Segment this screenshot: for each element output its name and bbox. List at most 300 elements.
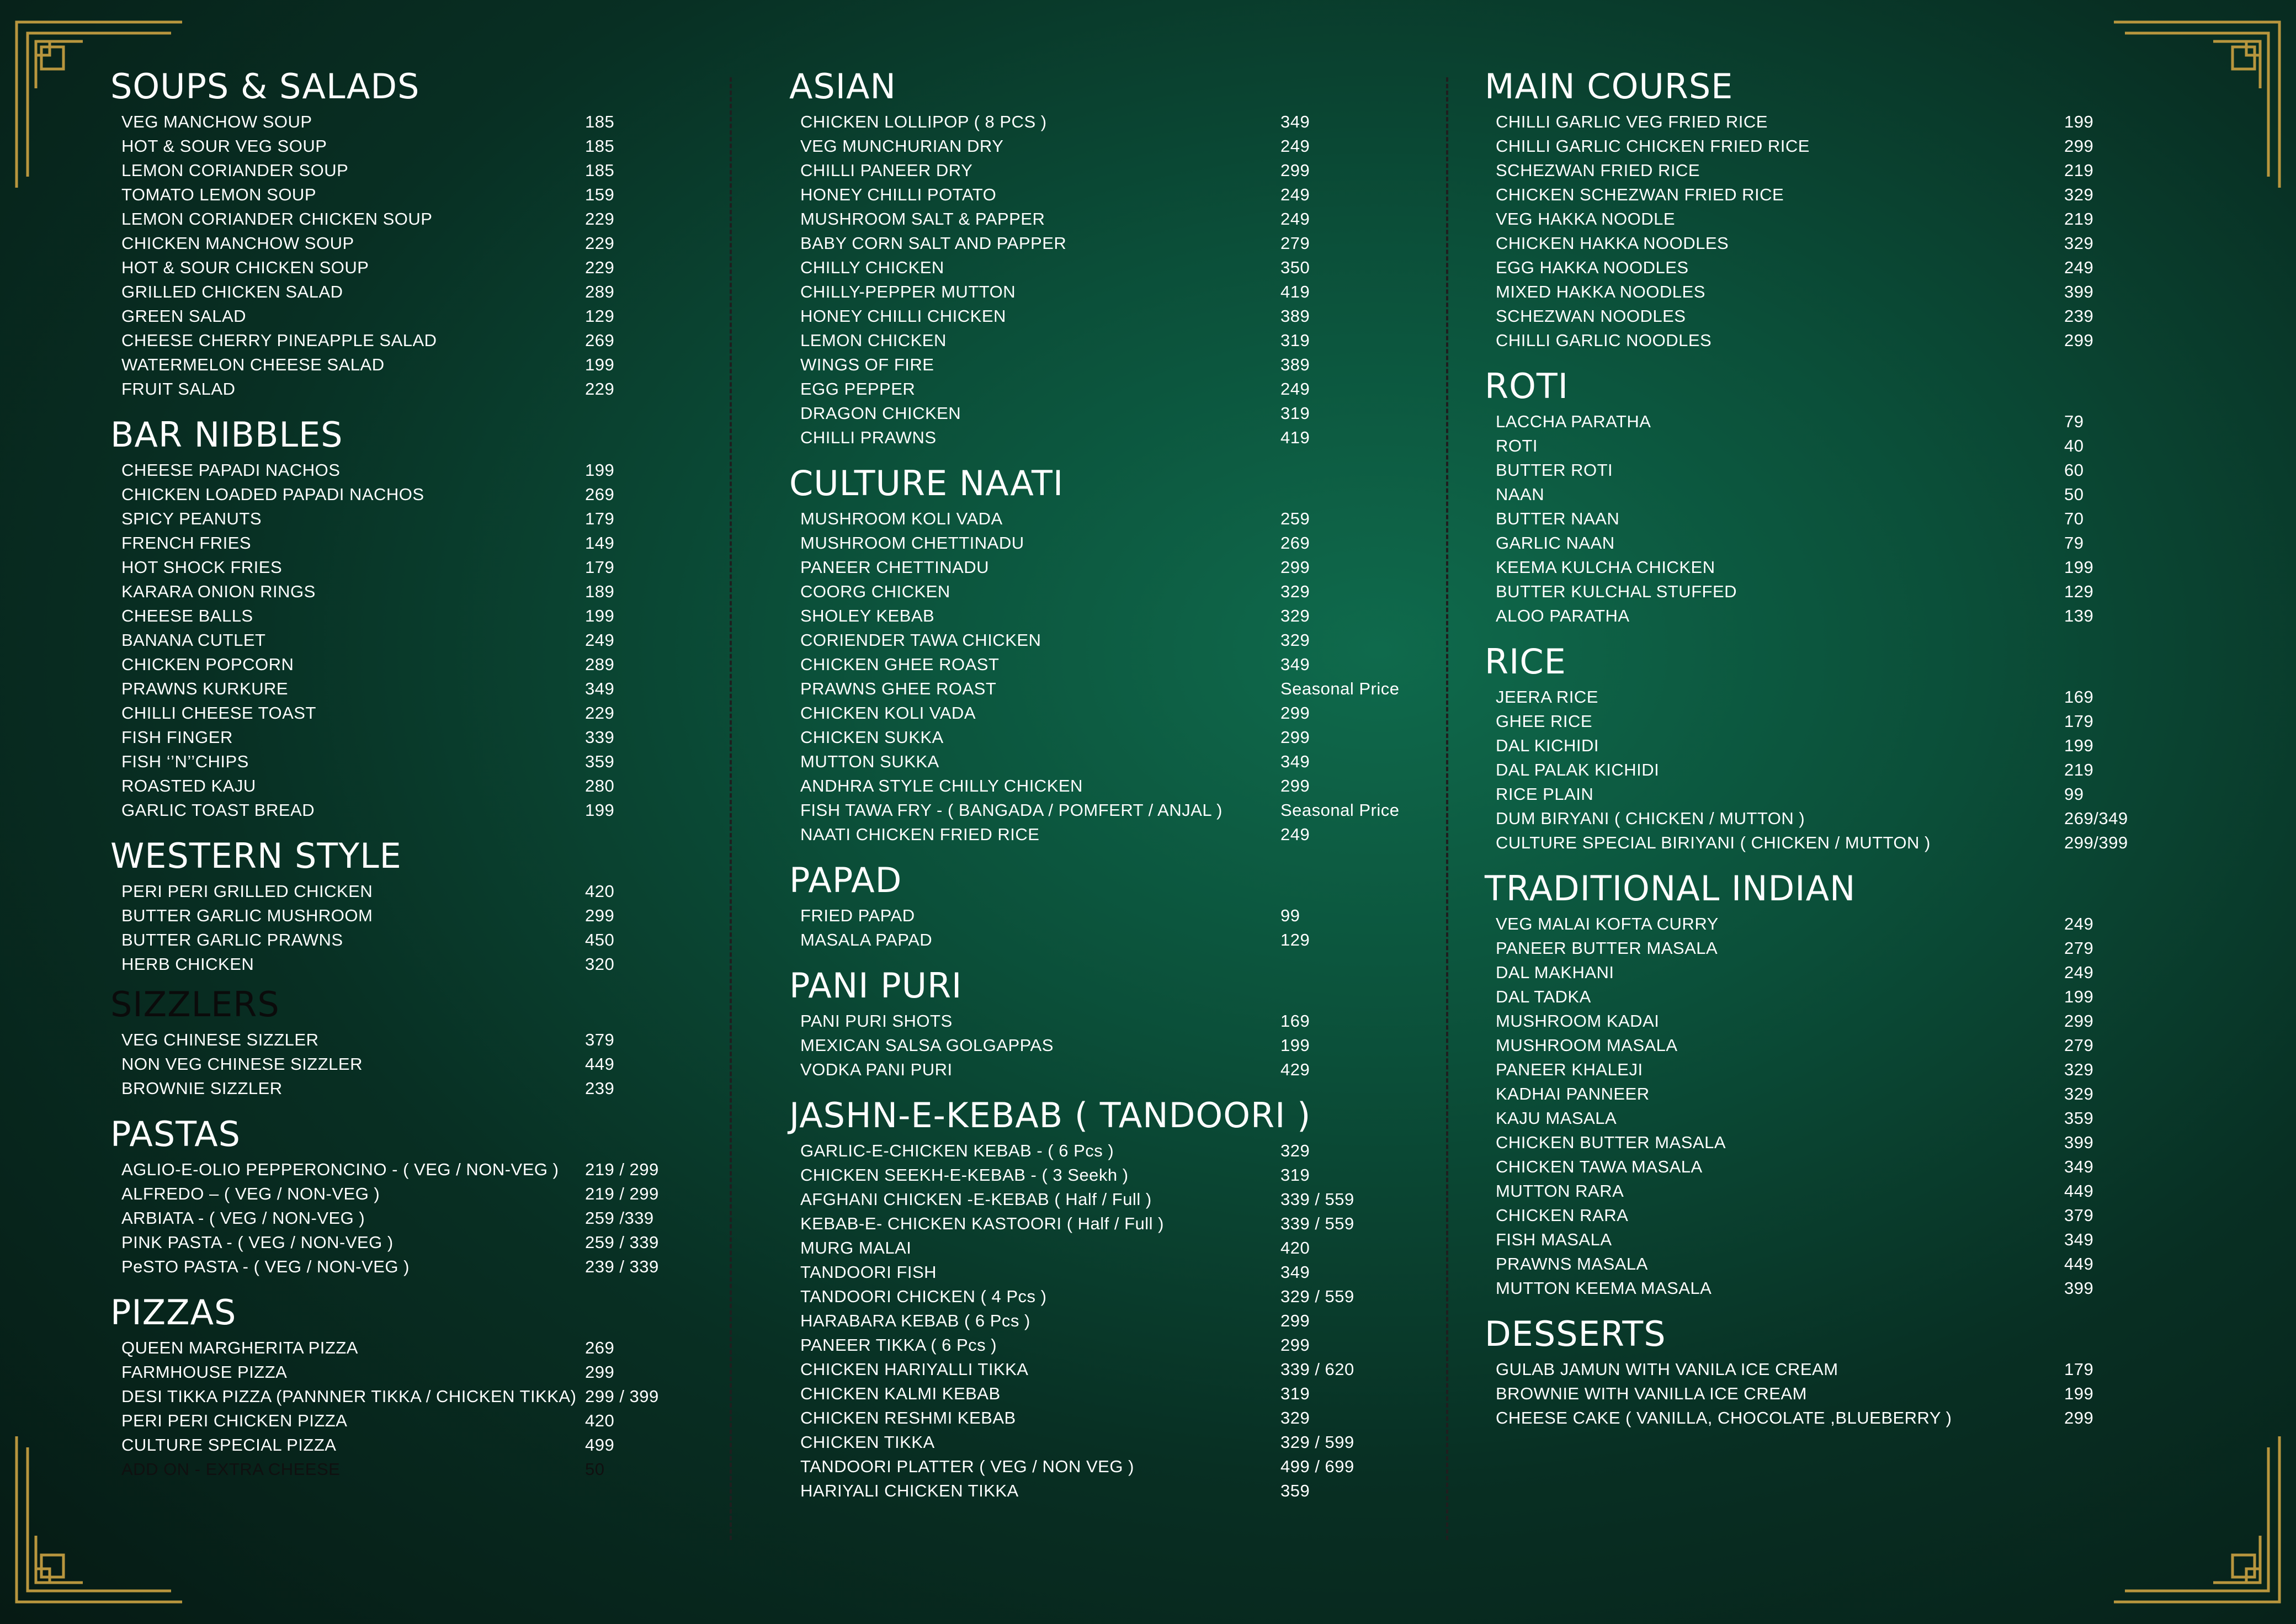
menu-item: [110, 1054, 712, 1079]
item-price: 129: [585, 306, 615, 326]
item-name: VEG HAKKA NOODLE: [1496, 209, 1675, 229]
item-price: 269: [585, 485, 615, 504]
item-price: 159: [585, 185, 615, 204]
item-price: 185: [585, 161, 615, 180]
item-name: DESI TIKKA PIZZA (PANNNER TIKKA / CHICKEN TIKKA): [121, 1387, 577, 1406]
item-name: PANEER CHETTINADU: [800, 558, 990, 577]
item-name: SHOLEY KEBAB: [800, 606, 935, 625]
menu-item: [110, 1387, 712, 1411]
item-price: 329: [1280, 1408, 1310, 1427]
item-price: 359: [1280, 1481, 1310, 1500]
item-name: GARLIC NAAN: [1496, 533, 1615, 553]
item-name: MUSHROOM KOLI VADA: [800, 509, 1003, 528]
item-price: 399: [2064, 1278, 2094, 1298]
menu-item: [789, 136, 1413, 161]
item-price: Seasonal Price: [1280, 800, 1400, 820]
item-price: 299: [585, 1362, 615, 1382]
item-price: 279: [2064, 938, 2094, 958]
item-price: 499 / 699: [1280, 1457, 1354, 1476]
item-price: 199: [585, 606, 615, 625]
menu-section: [110, 836, 712, 979]
item-price: 359: [585, 752, 615, 771]
item-price: 249: [1280, 136, 1310, 156]
section-title: DESSERTS: [1485, 1314, 1666, 1354]
item-name: CHICKEN HAKKA NOODLES: [1496, 233, 1729, 253]
menu-section: [789, 66, 1413, 452]
item-price: 280: [585, 776, 615, 795]
item-price: 299: [585, 906, 615, 925]
item-price: 329: [2064, 1084, 2094, 1103]
item-price: 139: [2064, 606, 2094, 625]
item-price: 329: [1280, 606, 1310, 625]
menu-item: [110, 1160, 712, 1184]
item-name: ADD ON - EXTRA CHEESE: [121, 1460, 341, 1479]
menu-item: [110, 331, 712, 355]
item-price: 279: [2064, 1036, 2094, 1055]
menu-section: [789, 1095, 1413, 1505]
menu-item: [110, 1233, 712, 1257]
item-price: 269: [585, 1338, 615, 1357]
item-name: VEG CHINESE SIZZLER: [121, 1030, 319, 1049]
menu-item: [789, 1360, 1413, 1384]
item-name: PeSTO PASTA - ( VEG / NON-VEG ): [121, 1257, 410, 1276]
menu-item: [789, 185, 1413, 209]
item-price: 349: [1280, 655, 1310, 674]
menu-item: [110, 582, 712, 606]
item-name: BUTTER ROTI: [1496, 460, 1613, 480]
item-name: PANEER BUTTER MASALA: [1496, 938, 1718, 958]
item-name: JEERA RICE: [1496, 687, 1598, 707]
item-name: GULAB JAMUN WITH VANILA ICE CREAM: [1496, 1360, 1838, 1379]
item-price: 359: [2064, 1108, 2094, 1128]
item-name: MUSHROOM CHETTINADU: [800, 533, 1024, 553]
section-title: ASIAN: [789, 66, 896, 107]
item-price: 299: [1280, 1311, 1310, 1330]
menu-column-right: [1485, 66, 2208, 1443]
item-name: CHICKEN GHEE ROAST: [800, 655, 1000, 674]
menu-item: [789, 1011, 1413, 1036]
menu-item: [110, 1411, 712, 1435]
menu-item: [789, 533, 1413, 558]
menu-item: [110, 306, 712, 331]
item-price: 219: [2064, 760, 2094, 779]
item-name: MASALA PAPAD: [800, 930, 933, 949]
menu-item: [789, 582, 1413, 606]
section-title: RICE: [1485, 641, 1566, 682]
item-name: CHILLI PANEER DRY: [800, 161, 973, 180]
item-price: 229: [585, 258, 615, 277]
menu-item: [1485, 736, 2208, 760]
menu-item: [1485, 412, 2208, 436]
menu-item: [789, 306, 1413, 331]
item-name: PANEER TIKKA ( 6 Pcs ): [800, 1335, 997, 1355]
section-title: SIZZLERS: [110, 984, 280, 1025]
item-name: CHEESE BALLS: [121, 606, 253, 625]
menu-column-left: [110, 66, 712, 1495]
menu-item: [110, 930, 712, 954]
item-name: MUSHROOM MASALA: [1496, 1036, 1678, 1055]
item-price: 329 / 559: [1280, 1287, 1354, 1306]
item-price: 350: [1280, 258, 1310, 277]
menu-item: [789, 379, 1413, 404]
item-name: CHICKEN TIKKA: [800, 1432, 935, 1452]
item-price: 249: [1280, 379, 1310, 399]
menu-item: [1485, 136, 2208, 161]
item-name: DRAGON CHICKEN: [800, 404, 961, 423]
menu-item: [1485, 460, 2208, 485]
item-name: LEMON CHICKEN: [800, 331, 947, 350]
menu-item: [789, 258, 1413, 282]
item-price: 420: [585, 882, 615, 901]
item-price: 269: [585, 331, 615, 350]
menu-item: [789, 800, 1413, 825]
item-name: MUTTON KEEMA MASALA: [1496, 1278, 1712, 1298]
item-price: 239: [585, 1079, 615, 1098]
item-price: 259 / 339: [585, 1233, 659, 1252]
item-name: TANDOORI CHICKEN ( 4 Pcs ): [800, 1287, 1047, 1306]
item-price: 349: [585, 679, 615, 698]
section-title: PAPAD: [789, 860, 902, 900]
menu-item: [789, 1384, 1413, 1408]
item-name: CHICKEN POPCORN: [121, 655, 294, 674]
item-name: DAL TADKA: [1496, 987, 1591, 1006]
item-price: 249: [585, 630, 615, 650]
menu-item: [1485, 258, 2208, 282]
item-price: 449: [2064, 1181, 2094, 1201]
section-title: CULTURE NAATI: [789, 463, 1064, 503]
item-name: SCHEZWAN FRIED RICE: [1496, 161, 1700, 180]
menu-item: [789, 558, 1413, 582]
menu-item: [1485, 606, 2208, 630]
item-name: FRENCH FRIES: [121, 533, 252, 553]
menu-item: [1485, 760, 2208, 784]
item-price: 79: [2064, 533, 2084, 553]
item-price: 199: [585, 800, 615, 820]
menu-item: [789, 112, 1413, 136]
menu-item: [1485, 1036, 2208, 1060]
item-price: 389: [1280, 355, 1310, 374]
item-price: 299 / 399: [585, 1387, 659, 1406]
item-price: 185: [585, 136, 615, 156]
item-name: PERI PERI CHICKEN PIZZA: [121, 1411, 348, 1430]
item-name: TOMATO LEMON SOUP: [121, 185, 316, 204]
item-price: 40: [2064, 436, 2084, 455]
item-price: 249: [1280, 825, 1310, 844]
menu-item: [1485, 185, 2208, 209]
item-price: 299: [1280, 161, 1310, 180]
menu-item: [789, 752, 1413, 776]
item-name: BANANA CUTLET: [121, 630, 266, 650]
item-price: 199: [2064, 987, 2094, 1006]
item-price: 349: [1280, 1262, 1310, 1282]
menu-item: [789, 1481, 1413, 1505]
item-price: 249: [1280, 209, 1310, 229]
item-price: 129: [2064, 582, 2094, 601]
menu-item: [789, 331, 1413, 355]
section-title: BAR NIBBLES: [110, 415, 343, 455]
item-price: 429: [1280, 1060, 1310, 1079]
item-price: 319: [1280, 1384, 1310, 1403]
item-price: 249: [2064, 914, 2094, 933]
menu-item: [789, 509, 1413, 533]
item-price: 339 / 559: [1280, 1190, 1354, 1209]
item-price: 399: [2064, 282, 2094, 301]
item-name: ALOO PARATHA: [1496, 606, 1630, 625]
menu-item: [1485, 233, 2208, 258]
item-name: HARABARA KEBAB ( 6 Pcs ): [800, 1311, 1030, 1330]
item-name: CHICKEN LOADED PAPADI NACHOS: [121, 485, 424, 504]
item-price: 199: [585, 460, 615, 480]
item-name: FISH MASALA: [1496, 1230, 1612, 1249]
item-price: 199: [2064, 736, 2094, 755]
menu-item: [110, 1362, 712, 1387]
item-price: 289: [585, 282, 615, 301]
item-name: HERB CHICKEN: [121, 954, 254, 974]
item-price: 329: [2064, 185, 2094, 204]
menu-item: [1485, 1384, 2208, 1408]
menu-item: [789, 1165, 1413, 1190]
item-name: MIXED HAKKA NOODLES: [1496, 282, 1705, 301]
section-title: PANI PURI: [789, 965, 963, 1006]
menu-item: [789, 1335, 1413, 1360]
item-name: CHILLY-PEPPER MUTTON: [800, 282, 1016, 301]
item-name: BUTTER NAAN: [1496, 509, 1620, 528]
menu-item: [789, 1190, 1413, 1214]
item-name: GHEE RICE: [1496, 712, 1593, 731]
item-price: 420: [1280, 1238, 1310, 1257]
menu-item: [1485, 1206, 2208, 1230]
item-name: LEMON CORIANDER CHICKEN SOUP: [121, 209, 433, 229]
menu-item: [110, 606, 712, 630]
item-name: NON VEG CHINESE SIZZLER: [121, 1054, 363, 1074]
item-price: 299: [1280, 728, 1310, 747]
item-price: 189: [585, 582, 615, 601]
item-price: 279: [1280, 233, 1310, 253]
item-name: ARBIATA - ( VEG / NON-VEG ): [121, 1208, 365, 1228]
item-price: 149: [585, 533, 615, 553]
item-name: DUM BIRYANI ( CHICKEN / MUTTON ): [1496, 809, 1805, 828]
menu-section: [789, 463, 1413, 849]
menu-item: [110, 379, 712, 404]
menu-column-middle: [789, 66, 1413, 1516]
menu-item: [789, 606, 1413, 630]
section-title: MAIN COURSE: [1485, 66, 1734, 107]
menu-item: [110, 728, 712, 752]
item-price: 339 / 620: [1280, 1360, 1354, 1379]
item-name: CHILLI PRAWNS: [800, 428, 937, 447]
menu-item: [1485, 938, 2208, 963]
menu-item: [1485, 1230, 2208, 1254]
menu-item: [110, 1435, 712, 1460]
item-name: DAL MAKHANI: [1496, 963, 1614, 982]
item-name: VEG MUNCHURIAN DRY: [800, 136, 1004, 156]
item-name: DAL KICHIDI: [1496, 736, 1599, 755]
menu-item: [1485, 712, 2208, 736]
item-price: 249: [2064, 963, 2094, 982]
item-name: CULTURE SPECIAL PIZZA: [121, 1435, 337, 1455]
item-name: AFGHANI CHICKEN -E-KEBAB ( Half / Full ): [800, 1190, 1152, 1209]
item-price: 269: [1280, 533, 1310, 553]
item-price: 199: [585, 355, 615, 374]
menu-item: [789, 655, 1413, 679]
menu-item: [1485, 1360, 2208, 1384]
item-price: 169: [1280, 1011, 1310, 1031]
item-name: GRILLED CHICKEN SALAD: [121, 282, 343, 301]
menu-item: [789, 630, 1413, 655]
menu-section: [1485, 1314, 2208, 1432]
item-price: 219 / 299: [585, 1184, 659, 1203]
menu-item: [789, 1214, 1413, 1238]
item-name: FISH ‘’N’’CHIPS: [121, 752, 249, 771]
item-price: 239: [2064, 306, 2094, 326]
menu-item: [1485, 485, 2208, 509]
item-price: 239 / 339: [585, 1257, 659, 1276]
item-name: PRAWNS MASALA: [1496, 1254, 1648, 1273]
menu-item: [789, 703, 1413, 728]
item-price: 259 /339: [585, 1208, 654, 1228]
menu-item: [110, 509, 712, 533]
item-price: 329: [1280, 582, 1310, 601]
item-price: 299: [2064, 331, 2094, 350]
item-name: FRUIT SALAD: [121, 379, 236, 399]
item-name: KARARA ONION RINGS: [121, 582, 316, 601]
section-title: JASHN-E-KEBAB ( TANDOORI ): [789, 1095, 1311, 1135]
item-price: 79: [2064, 412, 2084, 431]
item-price: 299: [1280, 703, 1310, 723]
menu-item: [789, 1311, 1413, 1335]
item-price: 319: [1280, 1165, 1310, 1185]
item-price: 229: [585, 379, 615, 399]
item-price: 249: [1280, 185, 1310, 204]
item-name: CORIENDER TAWA CHICKEN: [800, 630, 1041, 650]
item-name: HONEY CHILLI CHICKEN: [800, 306, 1006, 326]
menu-item: [110, 1338, 712, 1362]
item-price: 60: [2064, 460, 2084, 480]
item-price: 349: [1280, 112, 1310, 131]
item-name: CHICKEN RESHMI KEBAB: [800, 1408, 1016, 1427]
item-name: GREEN SALAD: [121, 306, 247, 326]
item-name: EGG HAKKA NOODLES: [1496, 258, 1689, 277]
item-name: TANDOORI FISH: [800, 1262, 937, 1282]
item-name: TANDOORI PLATTER ( VEG / NON VEG ): [800, 1457, 1134, 1476]
item-price: 169: [2064, 687, 2094, 707]
section-title: SOUPS & SALADS: [110, 66, 420, 107]
menu-item: [110, 258, 712, 282]
menu-item: [110, 533, 712, 558]
item-price: 129: [1280, 930, 1310, 949]
menu-item: [110, 558, 712, 582]
item-name: KAJU MASALA: [1496, 1108, 1617, 1128]
item-name: SPICY PEANUTS: [121, 509, 262, 528]
item-name: BROWNIE SIZZLER: [121, 1079, 283, 1098]
menu-item: [110, 209, 712, 233]
menu-item: [1485, 582, 2208, 606]
menu-section: [1485, 641, 2208, 857]
item-name: FARMHOUSE PIZZA: [121, 1362, 288, 1382]
menu-item: [1485, 533, 2208, 558]
item-price: 199: [2064, 1384, 2094, 1403]
item-name: CHICKEN SCHEZWAN FRIED RICE: [1496, 185, 1784, 204]
item-price: 199: [2064, 112, 2094, 131]
item-name: BUTTER GARLIC PRAWNS: [121, 930, 343, 949]
menu-item: [789, 906, 1413, 930]
item-price: 379: [585, 1030, 615, 1049]
menu-item: [789, 679, 1413, 703]
menu-item: [110, 630, 712, 655]
item-name: CHICKEN HARIYALLI TIKKA: [800, 1360, 1029, 1379]
item-price: 99: [1280, 906, 1300, 925]
menu-item: [789, 233, 1413, 258]
item-price: 379: [2064, 1206, 2094, 1225]
menu-section: [1485, 366, 2208, 630]
item-name: PANI PURI SHOTS: [800, 1011, 953, 1031]
item-name: LACCHA PARATHA: [1496, 412, 1651, 431]
item-name: CHILLY CHICKEN: [800, 258, 944, 277]
item-name: CHICKEN SEEKH-E-KEBAB - ( 3 Seekh ): [800, 1165, 1129, 1185]
menu-item: [1485, 306, 2208, 331]
item-name: FRIED PAPAD: [800, 906, 915, 925]
item-name: CHEESE PAPADI NACHOS: [121, 460, 341, 480]
menu-item: [110, 355, 712, 379]
menu-item: [110, 679, 712, 703]
item-name: CHILLI CHEESE TOAST: [121, 703, 316, 723]
menu-item: [789, 1432, 1413, 1457]
menu-item: [1485, 1108, 2208, 1133]
item-name: KEEMA KULCHA CHICKEN: [1496, 558, 1715, 577]
menu-item: [789, 404, 1413, 428]
item-price: 299: [2064, 1408, 2094, 1427]
item-price: 299: [1280, 776, 1310, 795]
menu-item: [789, 1408, 1413, 1432]
menu-item: [1485, 1278, 2208, 1303]
menu-item: [789, 282, 1413, 306]
menu-item: [789, 161, 1413, 185]
column-divider: [1446, 77, 1448, 1540]
item-price: 419: [1280, 428, 1310, 447]
menu-item: [1485, 509, 2208, 533]
item-name: CHICKEN LOLLIPOP ( 8 PCS ): [800, 112, 1047, 131]
menu-section: [789, 860, 1413, 954]
menu-item: [110, 1208, 712, 1233]
item-price: Seasonal Price: [1280, 679, 1400, 698]
item-name: ROTI: [1496, 436, 1538, 455]
item-name: NAATI CHICKEN FRIED RICE: [800, 825, 1040, 844]
menu-item: [789, 1262, 1413, 1287]
menu-item: [1485, 1157, 2208, 1181]
item-name: HARIYALI CHICKEN TIKKA: [800, 1481, 1019, 1500]
menu-section: [110, 66, 712, 404]
item-price: 499: [585, 1435, 615, 1455]
item-price: 329 / 599: [1280, 1432, 1354, 1452]
menu-item: [1485, 963, 2208, 987]
section-title: PASTAS: [110, 1114, 241, 1154]
item-price: 179: [2064, 1360, 2094, 1379]
item-price: 329: [1280, 630, 1310, 650]
item-name: EGG PEPPER: [800, 379, 916, 399]
item-name: CHICKEN SUKKA: [800, 728, 944, 747]
item-name: BABY CORN SALT AND PAPPER: [800, 233, 1067, 253]
item-price: 179: [585, 558, 615, 577]
menu-item: [110, 1257, 712, 1281]
item-price: 419: [1280, 282, 1310, 301]
menu-item: [110, 882, 712, 906]
menu-item: [1485, 282, 2208, 306]
item-price: 219 / 299: [585, 1160, 659, 1179]
menu-item: [1485, 784, 2208, 809]
item-name: MUTTON RARA: [1496, 1181, 1624, 1201]
menu-item: [789, 1457, 1413, 1481]
item-name: PINK PASTA - ( VEG / NON-VEG ): [121, 1233, 394, 1252]
